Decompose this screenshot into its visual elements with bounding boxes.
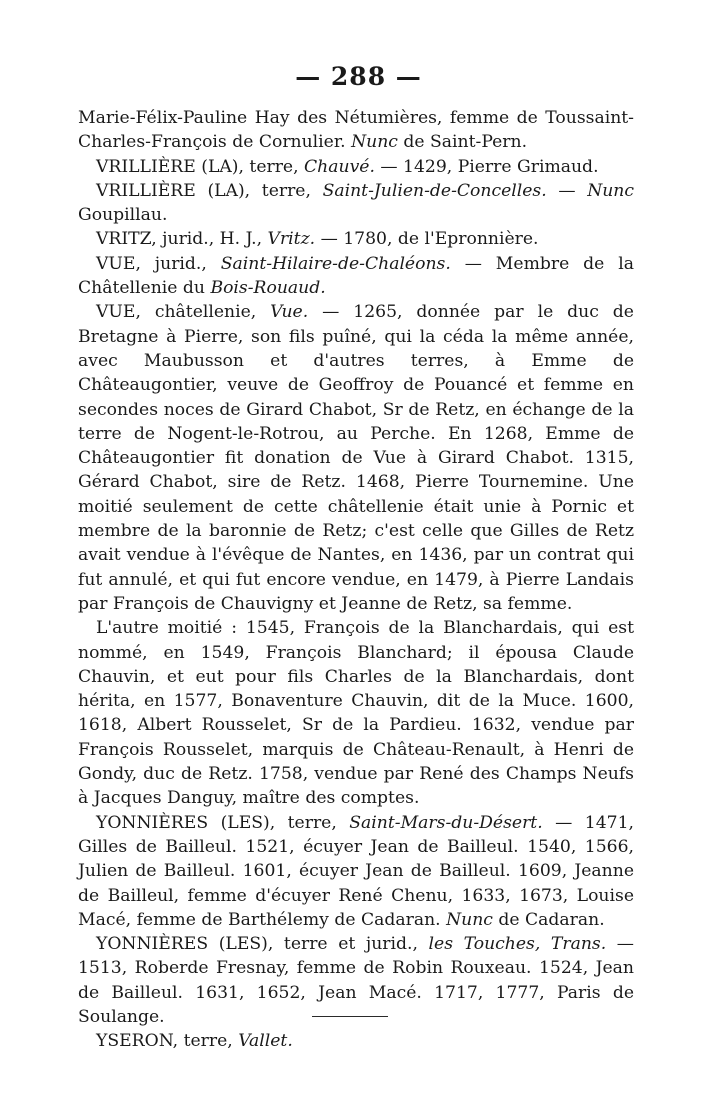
text-segment: — bbox=[546, 180, 588, 201]
paragraph bbox=[78, 227, 634, 251]
text-segment: VUE, jurid., bbox=[96, 253, 221, 274]
italic-segment: Saint-Julien-de-Concelles. bbox=[322, 180, 547, 201]
text-segment: VRILLIÈRE (LA), terre, bbox=[96, 180, 323, 201]
text-segment: Goupillau. bbox=[78, 205, 168, 226]
paragraph bbox=[78, 155, 634, 179]
paragraph bbox=[78, 106, 634, 155]
text-segment: — 1429, Pierre Grimaud. bbox=[374, 156, 599, 177]
text-segment: YONNIÈRES (LES), terre et jurid., bbox=[96, 934, 429, 955]
paragraph bbox=[78, 932, 634, 1029]
text-segment: — 1513, Roberde Fresnay, femme de Robin Rouxeau. 1524, Jean de Bailleul. 1631, 1652, Jean Macé. 1717, 1777, Paris de Soulange. bbox=[78, 934, 634, 1027]
text-segment: VRITZ, jurid., H. J., bbox=[96, 229, 268, 250]
paragraph bbox=[78, 811, 634, 932]
text-segment: de Saint-Pern. bbox=[397, 132, 528, 153]
text-segment: L'autre moitié : 1545, François de la Blanchardais, qui est nommé, en 1549, François Blanchard; il épousa Claude Chauvin, et eut pour fils Charles de la Blanchardais, dont hérita, en 1577, Bonaventure Chauvin, dit de la Muce. 1600, 1618, Albert Rousselet, Sr de la Pardieu. 1632, vendue par François Rousselet, marquis de Château-Renault, à Henri de Gondy, duc de Retz. 1758, vendue par René des Champs Neufs à Jacques Danguy, maître des comptes. bbox=[78, 618, 634, 809]
text-segment: — Membre de la Châtellenie du bbox=[78, 253, 634, 299]
separator-rule bbox=[312, 1016, 388, 1017]
paragraph bbox=[78, 300, 634, 616]
text-segment: — 1471, Gilles de Bailleul. 1521, écuyer Jean de Bailleul. 1540, 1566, Julien de Bailleul. 1601, écuyer Jean de Bailleul. 1609, Jeanne de Bailleul, femme d'écuyer René Chenu, 1633, 1673, Louise Macé, femme de Barthélemy de Cadaran. bbox=[78, 812, 634, 930]
text-segment: — 1780, de l'Epronnière. bbox=[315, 229, 539, 250]
italic-segment: les Touches, Trans. bbox=[428, 934, 607, 955]
text-segment: Marie-Félix-Pauline Hay des Nétumières, femme de Toussaint-Charles-François de Cornulier. bbox=[78, 108, 634, 153]
paragraph bbox=[78, 616, 634, 810]
body-text bbox=[78, 106, 634, 1054]
paragraph bbox=[78, 1029, 634, 1053]
italic-segment: Saint-Hilaire-de-Chaléons. bbox=[220, 253, 451, 274]
italic-segment: Chauvé. bbox=[304, 156, 375, 177]
italic-segment: Nunc bbox=[351, 132, 398, 153]
paragraph bbox=[78, 252, 634, 301]
page-number: — 288 — bbox=[295, 62, 422, 91]
italic-segment: Bois-Rouaud. bbox=[210, 278, 326, 299]
text-segment: YSERON, terre, bbox=[96, 1031, 239, 1052]
italic-segment: Nunc bbox=[446, 909, 493, 930]
paragraph bbox=[78, 179, 634, 228]
text-segment: de Cadaran. bbox=[492, 909, 605, 930]
text-segment: VUE, châtellenie, bbox=[96, 302, 271, 323]
text-segment: YONNIÈRES (LES), terre, bbox=[96, 812, 350, 833]
text-segment: — 1265, donnée par le duc de Bretagne à Pierre, son fils puîné, qui la céda la même année, avec Maubusson et d'autres terres, à Emme de Châteaugontier, veuve de Geoffroy de Pouancé et femme en secondes noces de Girard Chabot, Sr de Retz, en échange de la terre de Nogent-le-Rotrou, au Perche. En 1268, Emme de Châteaugontier fit donation de Vue à Girard Chabot. 1315, Gérard Chabot, sire de Retz. 1468, Pierre Tournemine. Une moitié seulement de cette châtellenie était unie à Pornic et membre de la baronnie de Retz; c'est celle que Gilles de Retz avait vendue à l'évêque de Nantes, en 1436, par un contrat qui fut annulé, et qui fut encore vendue, en 1479, à Pierre Landais par François de Chauvigny et Jeanne de Retz, sa femme. bbox=[78, 302, 634, 614]
italic-segment: Nunc bbox=[587, 180, 634, 201]
italic-segment: Vritz. bbox=[267, 229, 316, 250]
text-segment: VRILLIÈRE (LA), terre, bbox=[96, 156, 305, 177]
italic-segment: Vue. bbox=[270, 302, 309, 323]
italic-segment: Vallet. bbox=[238, 1031, 293, 1052]
italic-segment: Saint-Mars-du-Désert. bbox=[349, 812, 543, 833]
